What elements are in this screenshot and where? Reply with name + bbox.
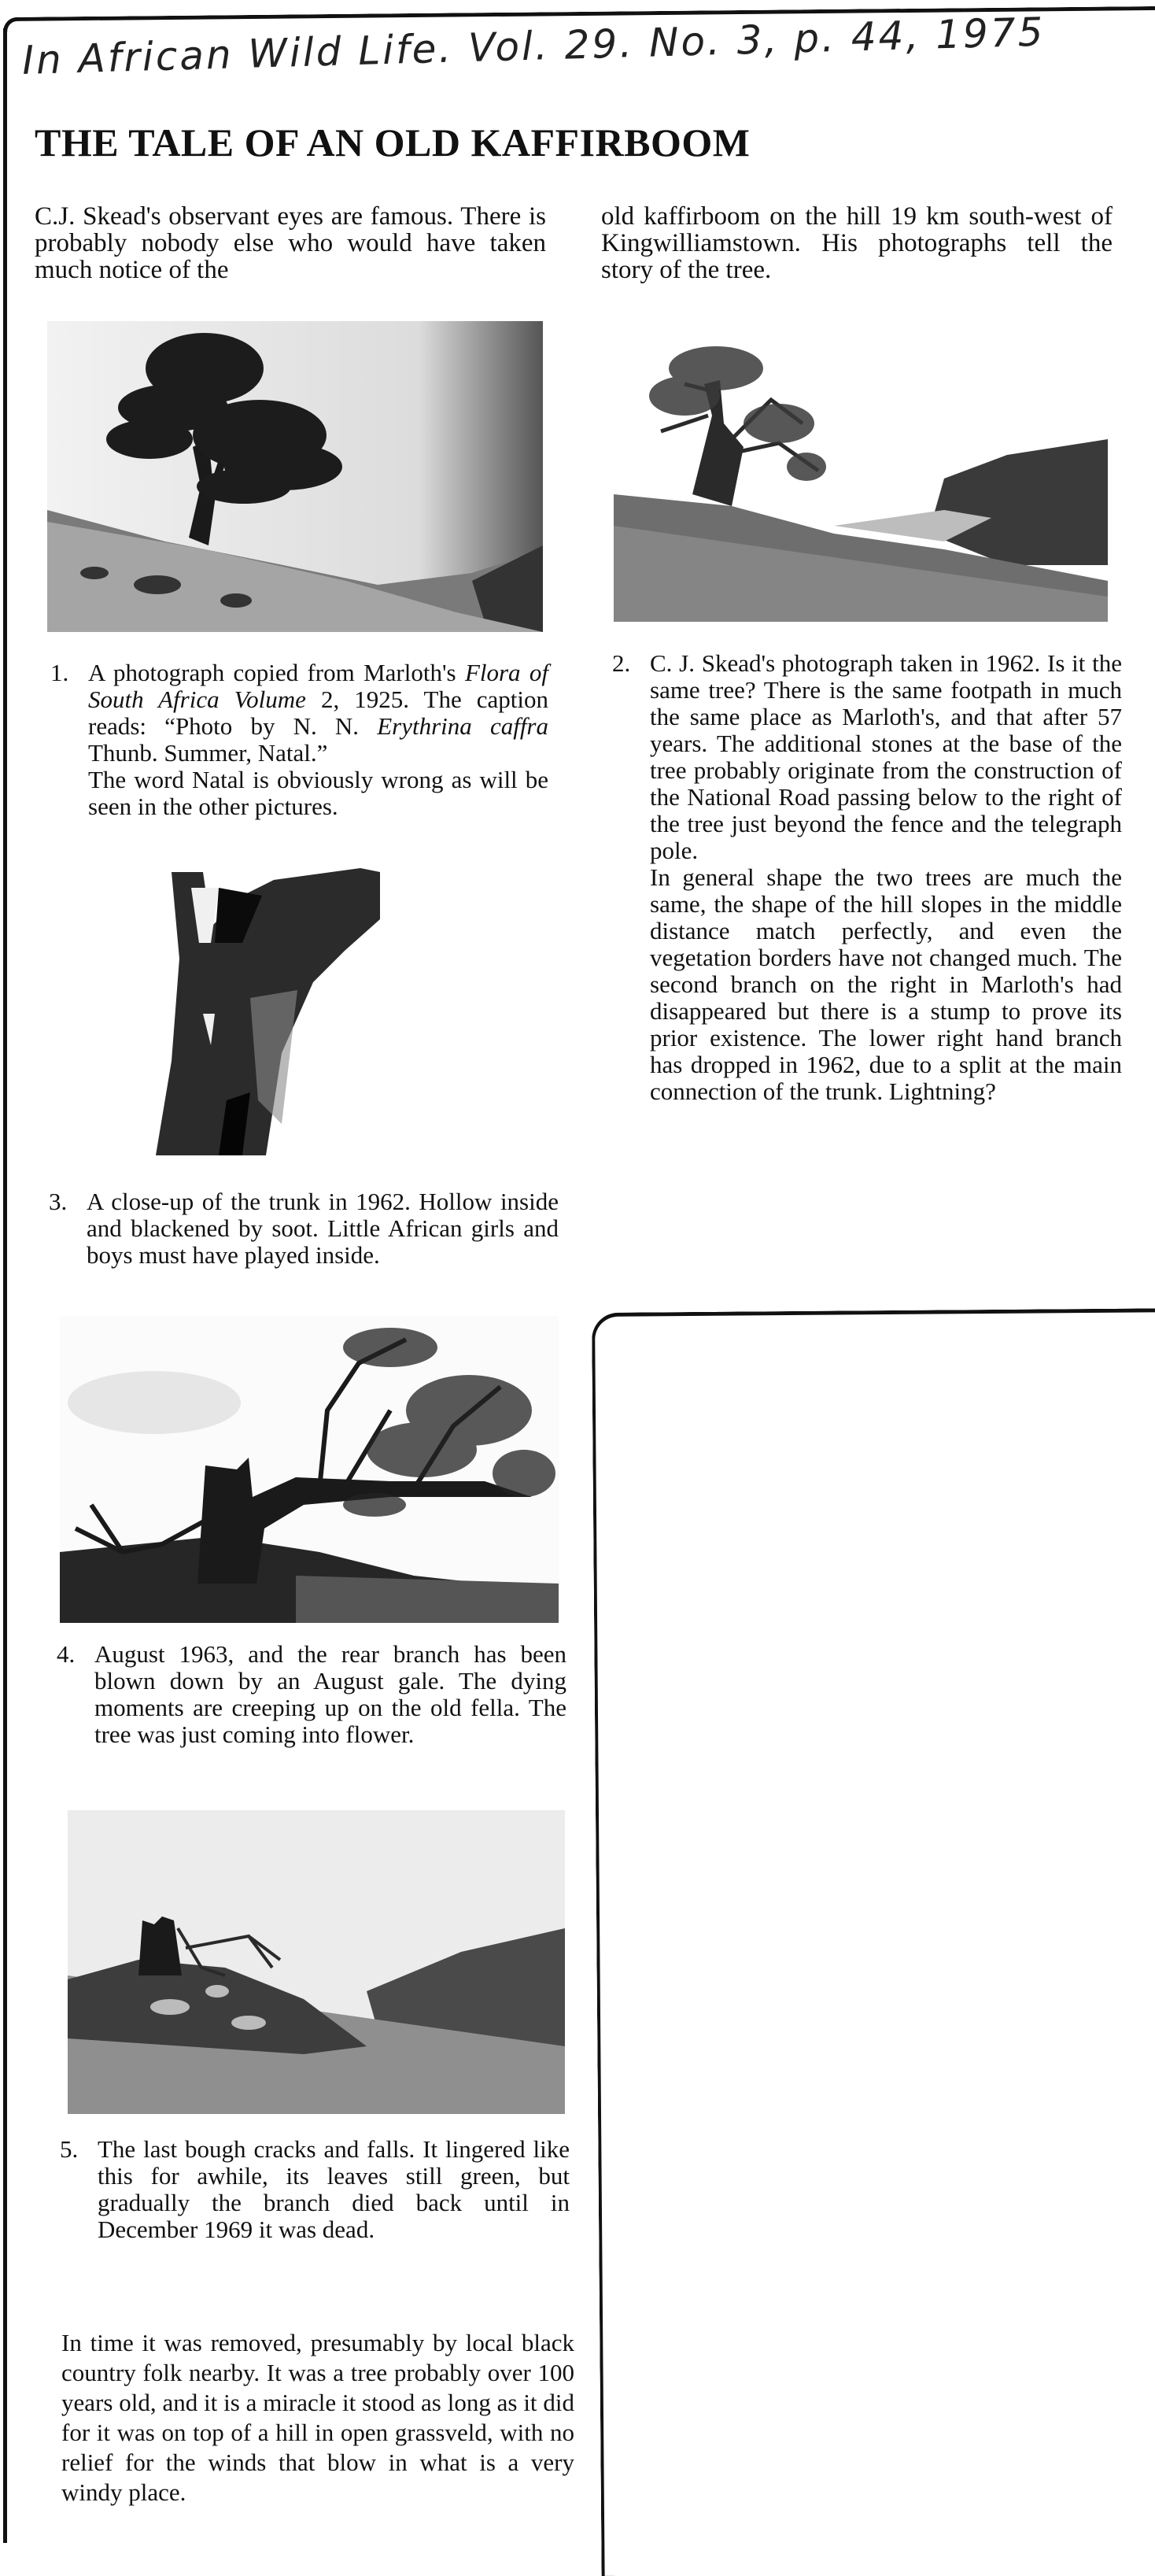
caption-number: 3. — [49, 1188, 68, 1215]
caption-number: 4. — [57, 1640, 76, 1668]
caption-5 — [60, 2135, 570, 2243]
book-title: Flora of South Africa Volume — [88, 659, 548, 713]
caption-text: The last bough cracks and falls. It lingered like this for awhile, its leaves still green, but gradually the branch died back until in December 1969 it was dead. — [98, 2135, 570, 2243]
caption-text: A close-up of the trunk in 1962. Hollow inside and blackened by soot. Little African girls and boys must have played inside. — [87, 1188, 559, 1269]
caption-text: Thunb. Summer, Natal.” — [88, 739, 328, 767]
article-title: THE TALE OF AN OLD KAFFIRBOOM — [35, 120, 751, 164]
caption-text: A photograph copied from Marloth's — [88, 659, 465, 686]
intro-paragraph-left: C.J. Skead's observant eyes are famous. There is probably nobody else who would have taken much notice of the — [35, 202, 546, 284]
caption-2 — [612, 649, 1122, 1105]
caption-extra: In general shape the two trees are much the same, the shape of the hill slopes in the middle distance match perfectly, and even the vegetation borders have not changed much. The second branch on the right in Marloth's had disappeared but there is a stump to prove its prior existence. The lower right hand branch has dropped in 1962, due to a split at the main connection of the trunk. Lightning? — [650, 863, 1122, 1105]
caption-1 — [50, 659, 548, 820]
photo-4 — [60, 1316, 559, 1623]
caption-text: 2, 1925. The caption reads: “Photo by N. N. — [88, 686, 548, 740]
photo-2 — [614, 337, 1108, 622]
caption-3 — [49, 1188, 559, 1269]
empty-box-frame — [592, 1308, 1155, 2576]
caption-number: 1. — [50, 659, 69, 686]
photo-3 — [124, 864, 395, 1155]
caption-4 — [57, 1640, 566, 1748]
closing-paragraph: In time it was removed, presumably by local black country folk nearby. It was a tree probably over 100 years old, and it is a miracle it stood as long as it did for it was on top of a hill in open grassveld, with no relief for the winds that blow in what is a very windy place. — [61, 2329, 574, 2506]
page-frame-left — [3, 28, 7, 2543]
photo-1 — [47, 321, 543, 632]
species-name: Erythrina caffra — [377, 712, 548, 740]
handwritten-citation: In African Wild Life. Vol. 29. No. 3, p. 44, 1975 — [21, 9, 1046, 83]
caption-number: 5. — [60, 2135, 79, 2163]
photo-5 — [68, 1810, 565, 2114]
intro-paragraph-right: old kaffirboom on the hill 19 km south-west of Kingwilliamstown. His photographs tell the story of the tree. — [601, 202, 1113, 284]
caption-extra: The word Natal is obviously wrong as will be seen in the other pictures. — [88, 766, 548, 820]
caption-number: 2. — [612, 649, 631, 677]
caption-text: August 1963, and the rear branch has been blown down by an August gale. The dying moments are creeping up on the old fella. The tree was just coming into flower. — [94, 1640, 566, 1748]
caption-text: C. J. Skead's photograph taken in 1962. Is it the same tree? There is the same footpath in much the same place as Marloth's, and that after 57 years. The additional stones at the base of the tree probably originate from the construction of the National Road passing below to the right of the tree just beyond the fence and the telegraph pole. — [650, 649, 1122, 864]
